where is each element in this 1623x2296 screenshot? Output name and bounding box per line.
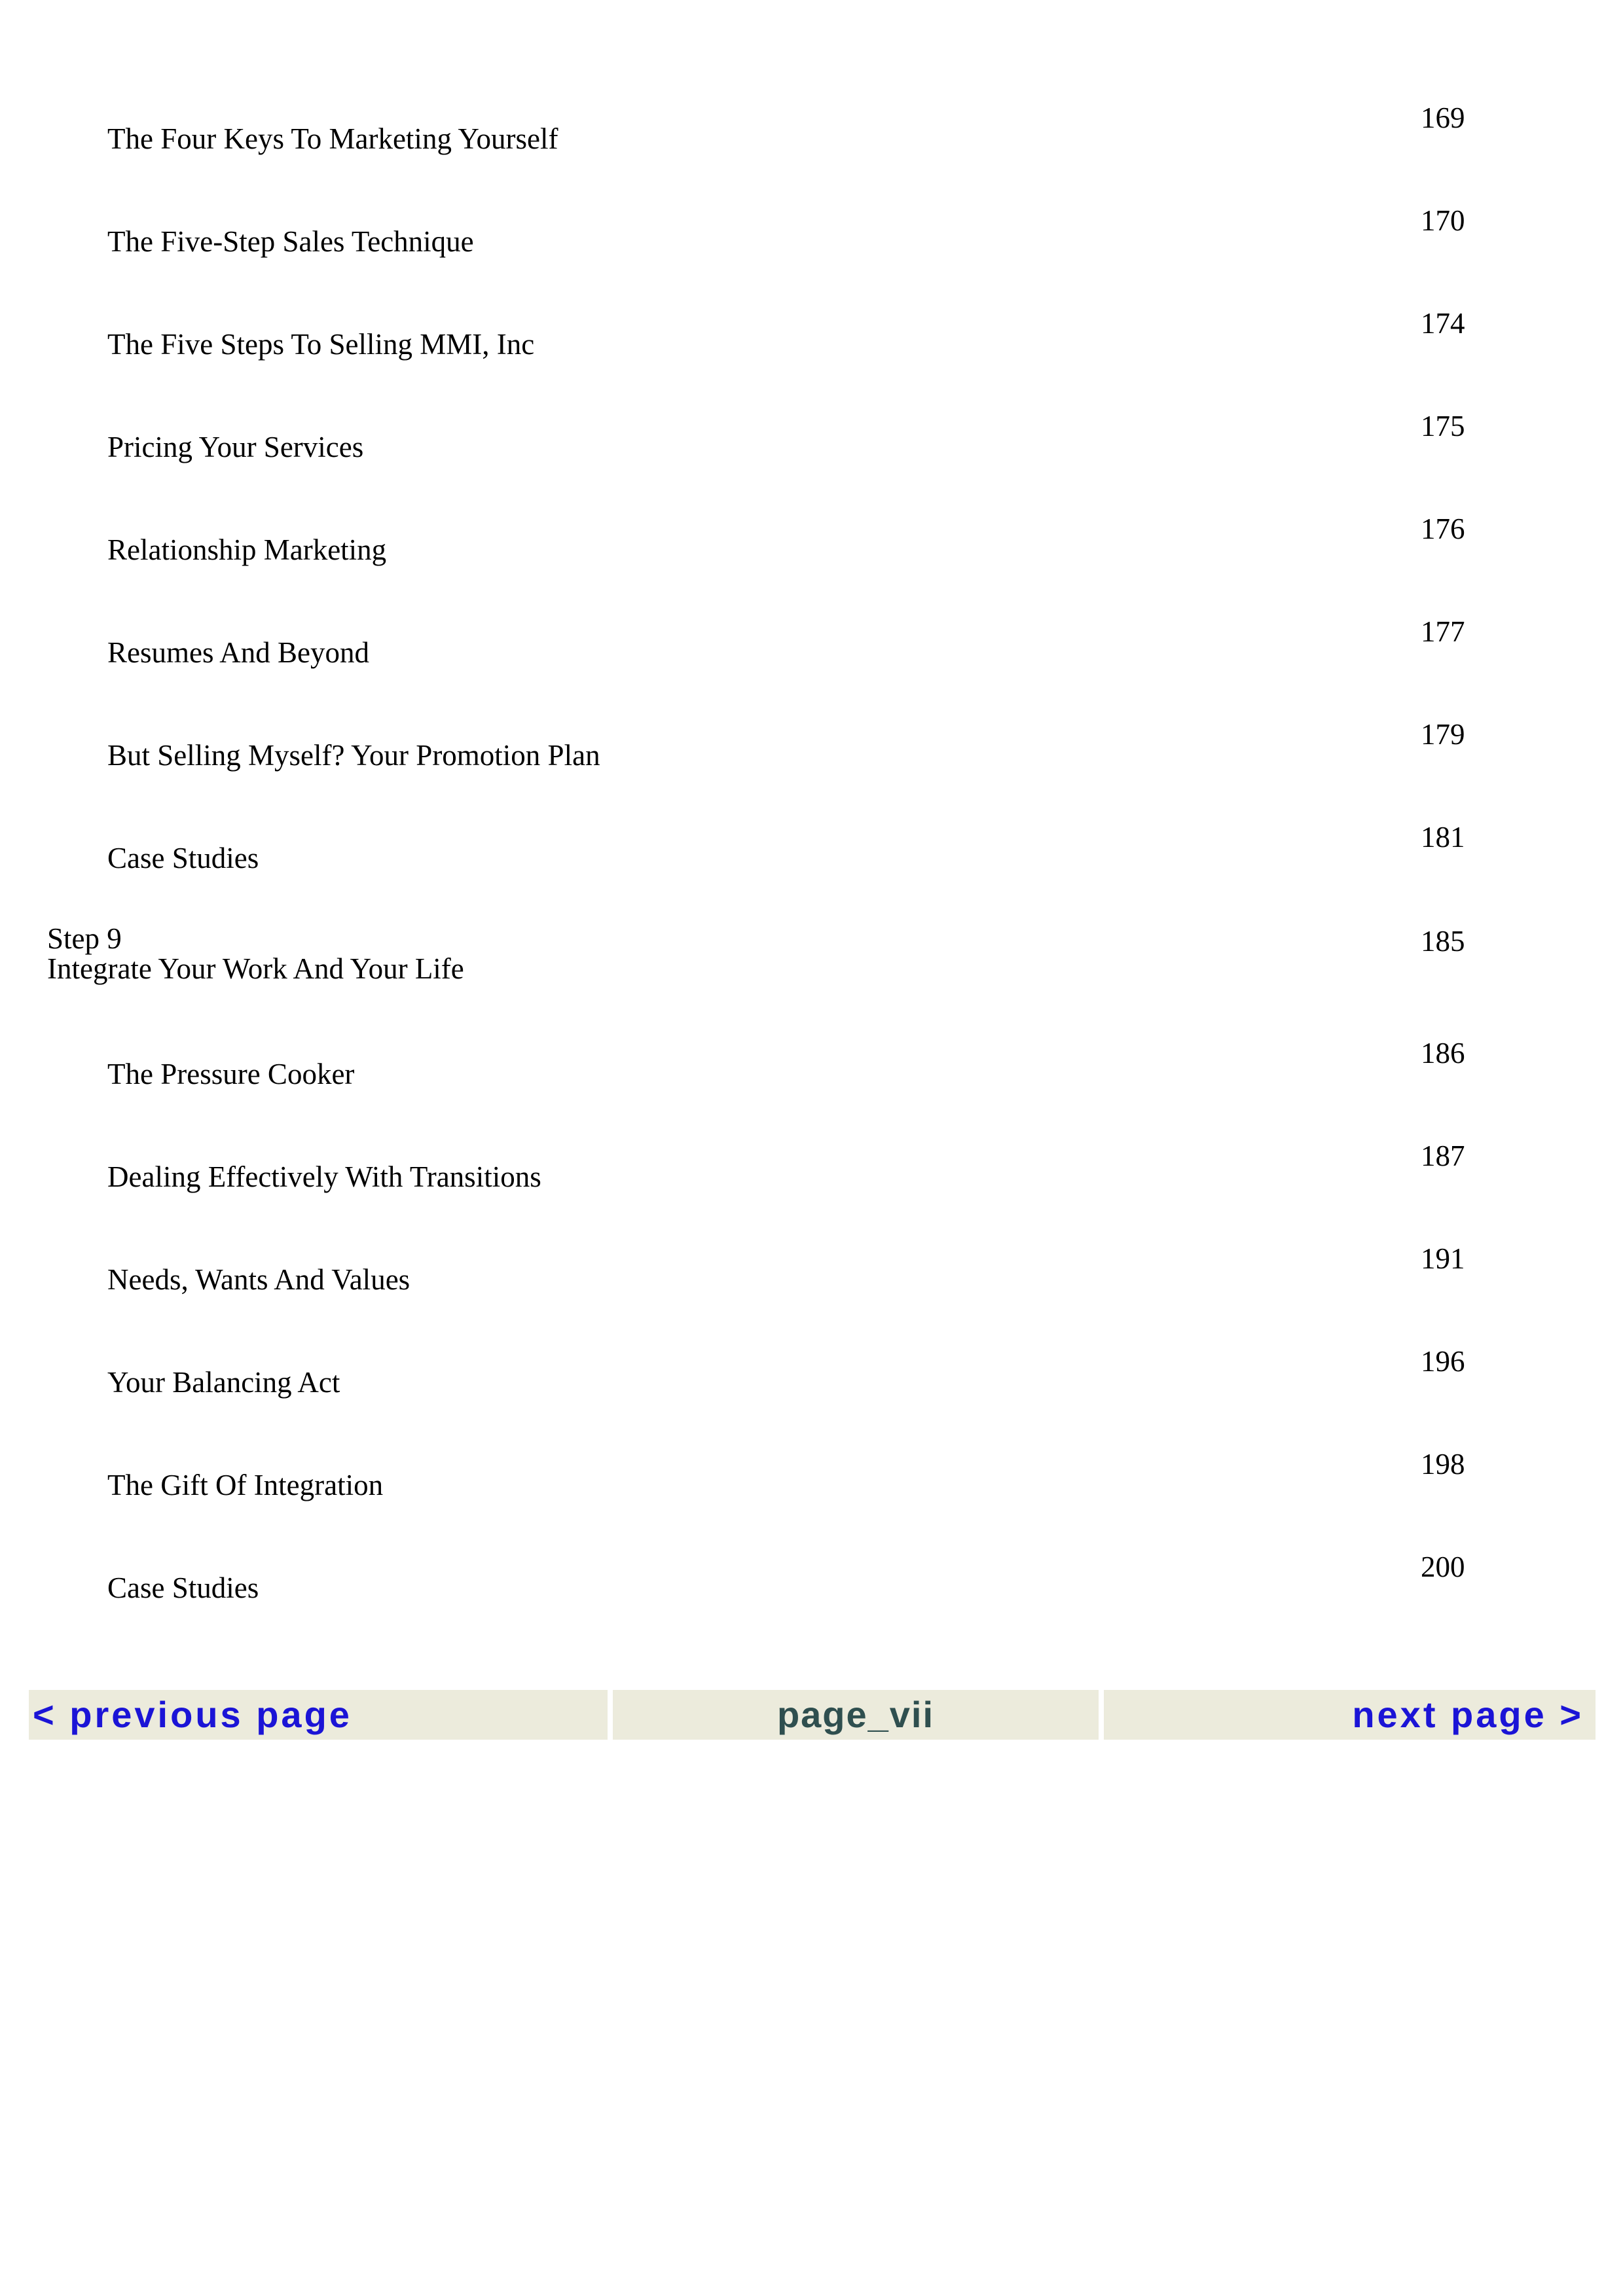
- toc-entry-page-number: 196: [1421, 1345, 1465, 1378]
- toc-entry-title: Relationship Marketing: [107, 533, 387, 566]
- toc-entry-title: Resumes And Beyond: [107, 636, 369, 669]
- toc-entry-title: The Gift Of Integration: [107, 1469, 384, 1501]
- toc-entry-page-number: 185: [1421, 925, 1465, 958]
- toc-entry-page-number: 179: [1421, 718, 1465, 751]
- toc-entry-page-number: 187: [1421, 1139, 1465, 1172]
- toc-entry: [0, 1343, 1623, 1441]
- toc-entry: [0, 511, 1623, 609]
- toc-entry-page-number: 176: [1421, 512, 1465, 545]
- toc-entry-title: But Selling Myself? Your Promotion Plan: [107, 739, 600, 772]
- toc-entry-title: Your Balancing Act: [107, 1366, 340, 1399]
- toc-entry: [0, 1035, 1623, 1133]
- toc-entry-page-number: 181: [1421, 821, 1465, 853]
- toc-entry-page-number: 175: [1421, 410, 1465, 442]
- toc-entry: [0, 1549, 1623, 1647]
- toc-entry-page-number: 200: [1421, 1551, 1465, 1583]
- toc-entry-title: The Five Steps To Selling MMI, Inc: [107, 328, 535, 361]
- toc-entry-title: Case Studies: [107, 1571, 259, 1604]
- toc-entry-page-number: 174: [1421, 307, 1465, 340]
- toc-entry: [0, 1138, 1623, 1236]
- previous-page-link[interactable]: < previous page: [29, 1690, 608, 1740]
- toc-entry: [0, 613, 1623, 711]
- toc-entry-title: Needs, Wants And Values: [107, 1263, 410, 1296]
- toc-entry: [0, 716, 1623, 814]
- current-page-label: page_vii: [613, 1690, 1099, 1740]
- toc-entry: [0, 1240, 1623, 1338]
- toc-step-heading: [0, 923, 1623, 1021]
- page-navigation-bar: [29, 1690, 1596, 1740]
- toc-entry-page-number: 170: [1421, 204, 1465, 237]
- toc-entry-page-number: 198: [1421, 1448, 1465, 1480]
- toc-entry-page-number: 169: [1421, 101, 1465, 134]
- step-label: Step 9: [47, 922, 122, 955]
- toc-entry-page-number: 177: [1421, 615, 1465, 648]
- toc-entry-page-number: 191: [1421, 1242, 1465, 1275]
- toc-entry-title: Dealing Effectively With Transitions: [107, 1160, 541, 1193]
- toc-entry: [0, 819, 1623, 917]
- toc-entry-title: Case Studies: [107, 842, 259, 874]
- toc-entry: [0, 99, 1623, 198]
- toc-entry: [0, 202, 1623, 300]
- step-title: Integrate Your Work And Your Life: [47, 952, 464, 985]
- toc-entry: [0, 1446, 1623, 1544]
- toc-entry: [0, 408, 1623, 506]
- toc-entry-title: The Five-Step Sales Technique: [107, 225, 474, 258]
- toc-entry: [0, 305, 1623, 403]
- toc-entry-title: The Four Keys To Marketing Yourself: [107, 122, 558, 155]
- next-page-link[interactable]: next page >: [1104, 1690, 1596, 1740]
- toc-entry-page-number: 186: [1421, 1037, 1465, 1069]
- toc-entry-title: Pricing Your Services: [107, 431, 364, 463]
- toc-entry-title: The Pressure Cooker: [107, 1058, 355, 1090]
